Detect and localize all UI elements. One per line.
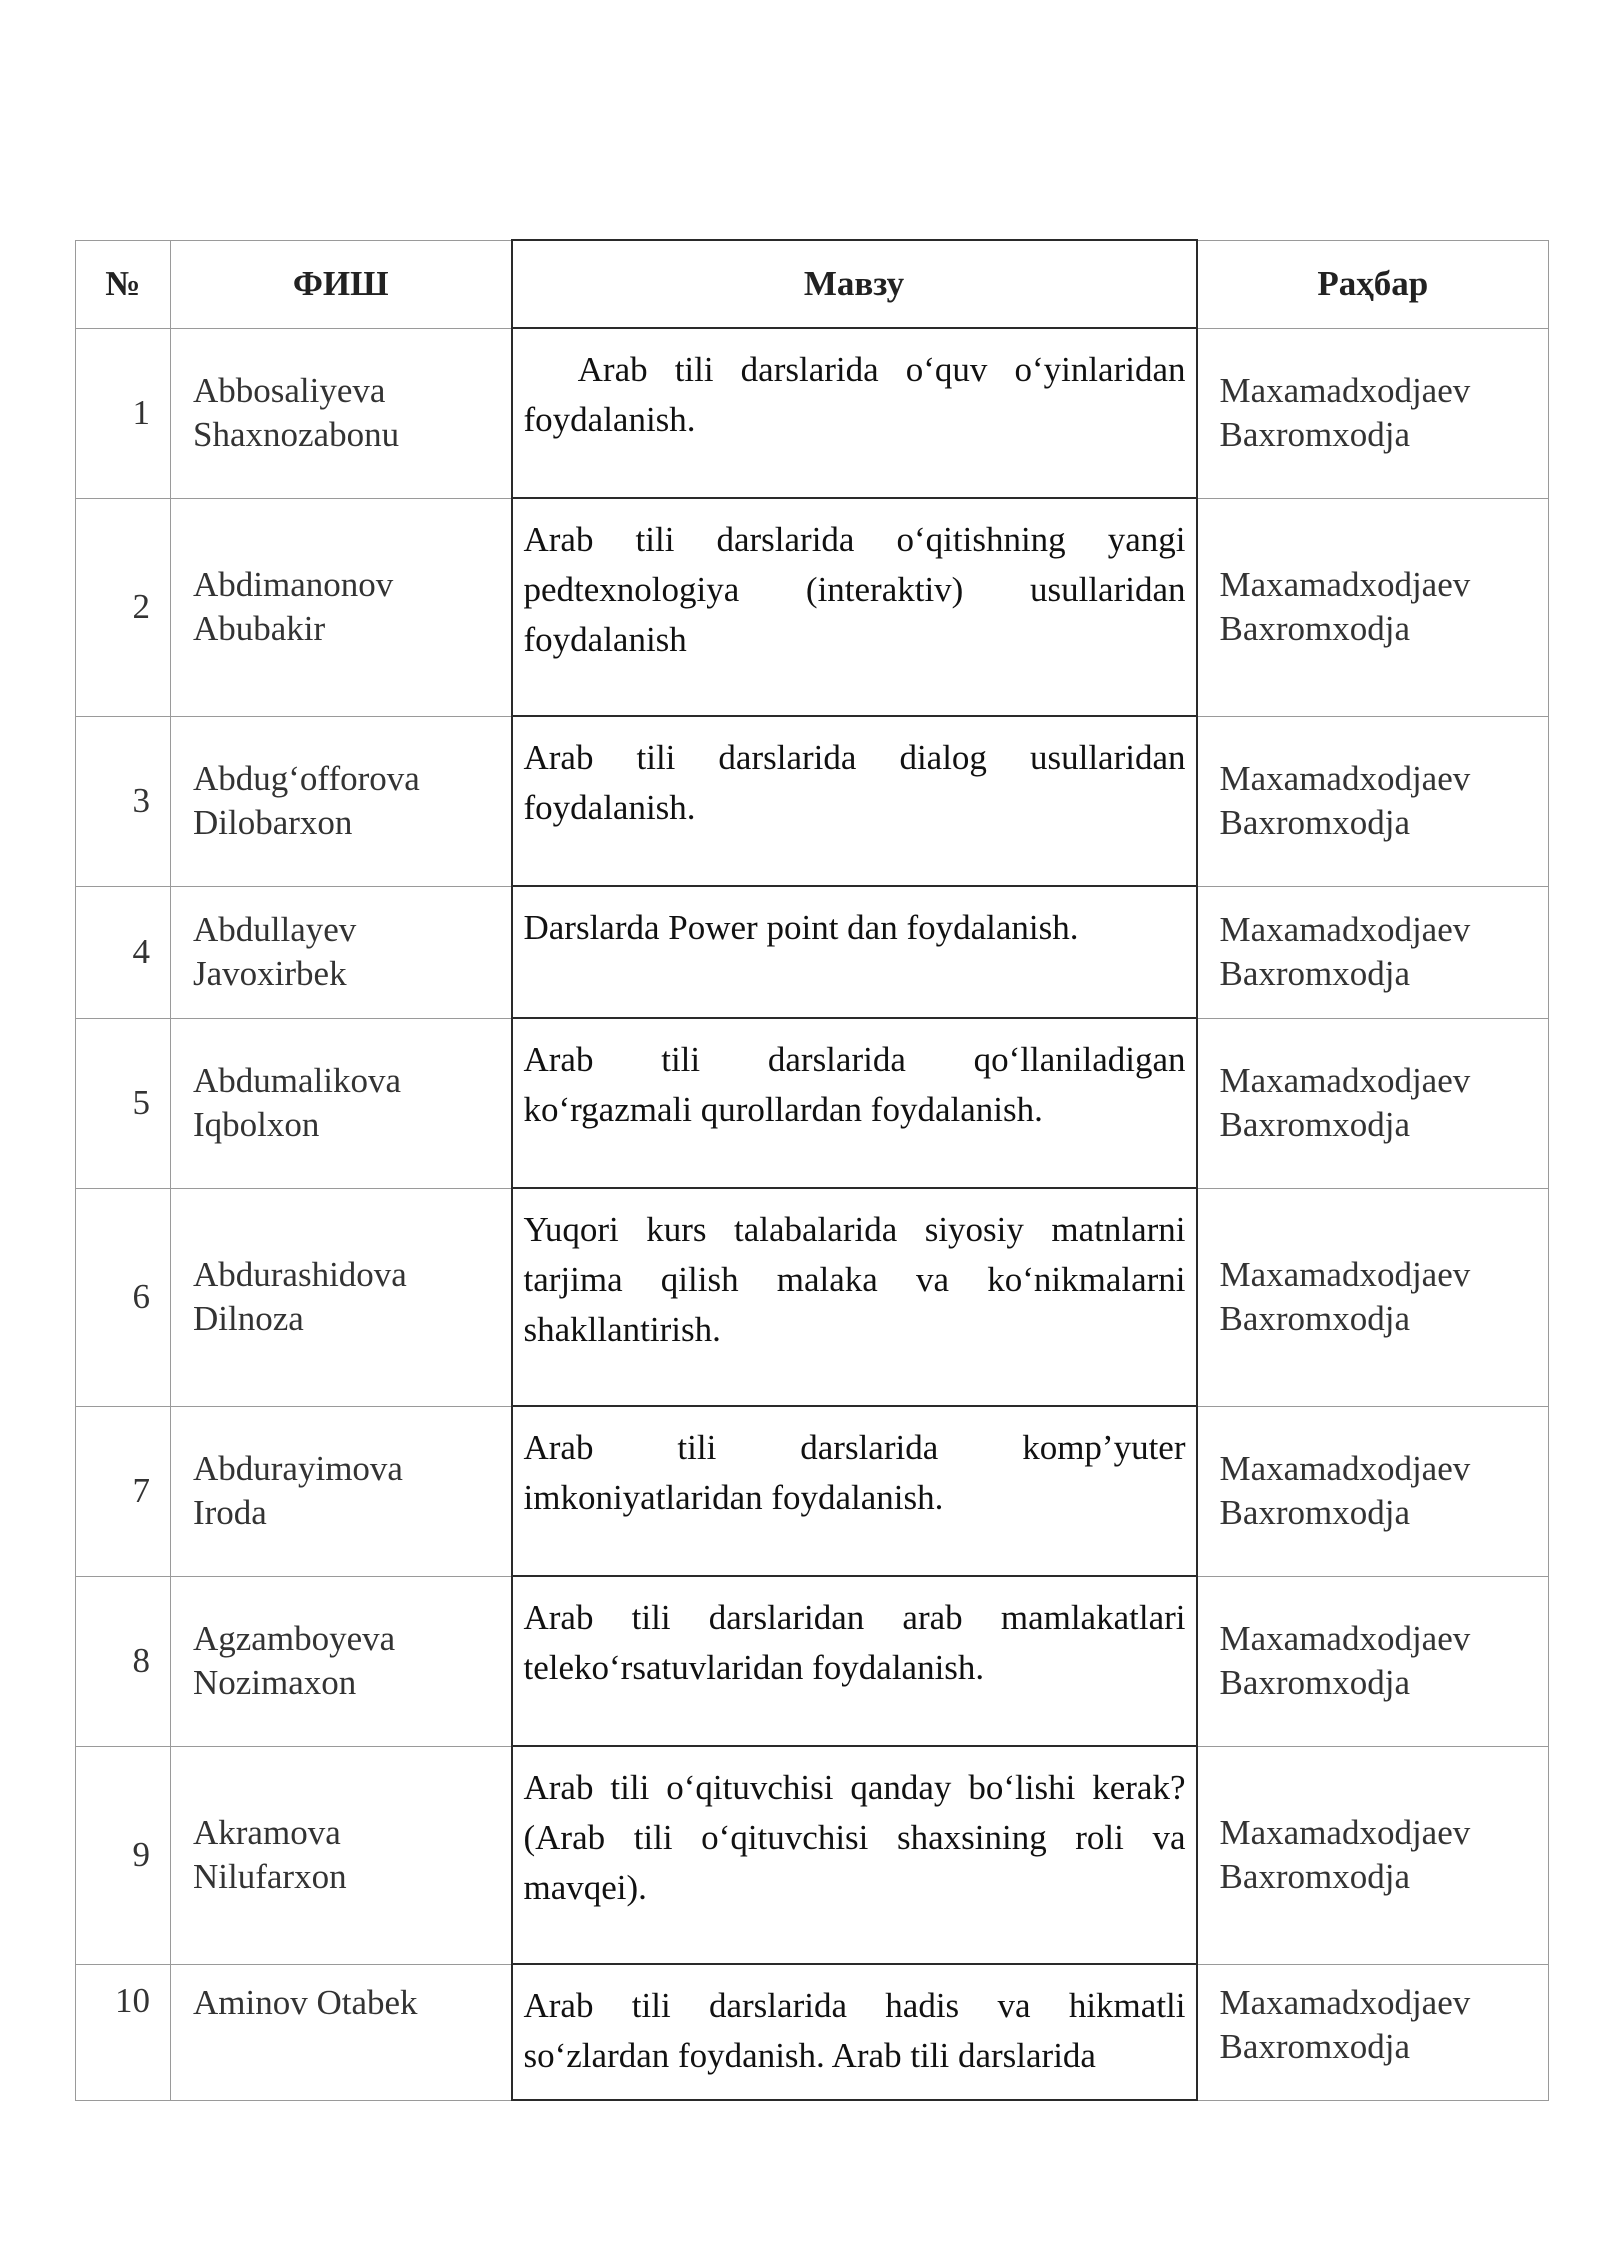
student-name-line: Dilnoza bbox=[193, 1299, 304, 1338]
table-row bbox=[76, 1188, 1549, 1406]
supervisor-name-line: Maxamadxodjaev bbox=[1219, 1061, 1471, 1100]
table-header-row bbox=[76, 240, 1549, 328]
row-number: 9 bbox=[76, 1746, 171, 1964]
student-name-line: Abubakir bbox=[193, 609, 326, 648]
topic-text: Arab tili o‘qituvchisi qanday bo‘lishi kerak? (Arab tili o‘qituvchisi shaxsining roli va mavqei). bbox=[512, 1746, 1197, 1964]
student-name-line: Abdumalikova bbox=[193, 1061, 402, 1100]
student-name-line: Dilobarxon bbox=[193, 803, 353, 842]
student-name bbox=[171, 498, 512, 716]
row-number: 6 bbox=[76, 1188, 171, 1406]
student-name bbox=[171, 1188, 512, 1406]
student-name-line: Abdurashidova bbox=[193, 1255, 407, 1294]
supervisor-name-line: Baxromxodja bbox=[1219, 1493, 1411, 1532]
table-body bbox=[76, 328, 1549, 2100]
student-name bbox=[171, 1406, 512, 1576]
student-name-line: Agzamboyeva bbox=[193, 1619, 396, 1658]
supervisor-name bbox=[1197, 1406, 1549, 1576]
supervisor-name-line: Maxamadxodjaev bbox=[1219, 1255, 1471, 1294]
supervisor-name-line: Baxromxodja bbox=[1219, 1105, 1411, 1144]
supervisor-name-line: Baxromxodja bbox=[1219, 954, 1411, 993]
student-name-line: Abdug‘offorova bbox=[193, 759, 420, 798]
topic-text: Arab tili darslarida o‘qitishning yangi pedtexnologiya (interaktiv) usullaridan foydalanish bbox=[512, 498, 1197, 716]
student-name-line: Aminov Otabek bbox=[193, 1982, 418, 2022]
table-row bbox=[76, 1576, 1549, 1746]
table-row bbox=[76, 886, 1549, 1018]
student-name-line: Abdurayimova bbox=[193, 1449, 403, 1488]
topic-text: Yuqori kurs talabalarida siyosiy matnlarni tarjima qilish malaka va ko‘nikmalarni shakllantirish. bbox=[512, 1188, 1197, 1406]
topic-text: Arab tili darslarida o‘quv o‘yinlaridan foydalanish. bbox=[512, 328, 1197, 498]
supervisor-name bbox=[1197, 1576, 1549, 1746]
student-name-line: Nozimaxon bbox=[193, 1663, 357, 1702]
table-row bbox=[76, 1746, 1549, 1964]
supervisor-name-line: Maxamadxodjaev bbox=[1219, 1449, 1471, 1488]
supervisor-name bbox=[1197, 1964, 1549, 2100]
row-number: 4 bbox=[76, 886, 171, 1018]
topic-text: Arab tili darslaridan arab mamlakatlari teleko‘rsatuvlaridan foydalanish. bbox=[512, 1576, 1197, 1746]
student-name-line: Abdimanonov bbox=[193, 565, 394, 604]
supervisor-name bbox=[1197, 1746, 1549, 1964]
student-name-line: Abbosaliyeva bbox=[193, 371, 386, 410]
supervisor-name-line: Maxamadxodjaev bbox=[1219, 371, 1471, 410]
table-row bbox=[76, 328, 1549, 498]
student-name bbox=[171, 886, 512, 1018]
supervisor-name bbox=[1197, 1188, 1549, 1406]
row-number: 8 bbox=[76, 1576, 171, 1746]
supervisor-name-line: Baxromxodja bbox=[1219, 415, 1411, 454]
topic-text: Arab tili darslarida komp’yuter imkoniyatlaridan foydalanish. bbox=[512, 1406, 1197, 1576]
topic-text: Arab tili darslarida dialog usullaridan foydalanish. bbox=[512, 716, 1197, 886]
supervisor-name bbox=[1197, 328, 1549, 498]
table-row bbox=[76, 1406, 1549, 1576]
row-number: 1 bbox=[76, 328, 171, 498]
table-row bbox=[76, 1964, 1549, 2100]
row-number: 7 bbox=[76, 1406, 171, 1576]
student-name-line: Nilufarxon bbox=[193, 1857, 347, 1896]
header-number: № bbox=[76, 240, 171, 328]
supervisor-name-line: Baxromxodja bbox=[1219, 803, 1411, 842]
table-row bbox=[76, 716, 1549, 886]
student-name-line: Abdullayev bbox=[193, 910, 357, 949]
supervisor-name-line: Maxamadxodjaev bbox=[1219, 910, 1471, 949]
student-name bbox=[171, 716, 512, 886]
student-name bbox=[171, 1964, 512, 2100]
topic-text: Darslarda Power point dan foydalanish. bbox=[512, 886, 1197, 1018]
supervisor-name-line: Baxromxodja bbox=[1219, 609, 1411, 648]
student-name bbox=[171, 328, 512, 498]
student-name bbox=[171, 1746, 512, 1964]
row-number: 5 bbox=[76, 1018, 171, 1188]
topic-text: Arab tili darslarida hadis va hikmatli so‘zlardan foydanish. Arab tili darslarida bbox=[512, 1964, 1197, 2100]
supervisor-name-line: Baxromxodja bbox=[1219, 1857, 1411, 1896]
supervisor-name bbox=[1197, 498, 1549, 716]
supervisor-name-line: Maxamadxodjaev bbox=[1219, 759, 1471, 798]
topic-text: Arab tili darslarida qo‘llaniladigan ko‘rgazmali qurollardan foydalanish. bbox=[512, 1018, 1197, 1188]
header-topic: Мавзу bbox=[512, 240, 1197, 328]
student-name-line: Akramova bbox=[193, 1813, 341, 1852]
table-row bbox=[76, 1018, 1549, 1188]
supervisor-name-line: Baxromxodja bbox=[1219, 1299, 1411, 1338]
supervisor-name-line: Maxamadxodjaev bbox=[1219, 1813, 1471, 1852]
row-number: 2 bbox=[76, 498, 171, 716]
student-name bbox=[171, 1018, 512, 1188]
student-name-line: Shaxnozabonu bbox=[193, 415, 400, 454]
student-name-line: Iroda bbox=[193, 1493, 267, 1532]
row-number: 10 bbox=[76, 1964, 171, 2100]
student-name bbox=[171, 1576, 512, 1746]
supervisor-name bbox=[1197, 1018, 1549, 1188]
row-number: 3 bbox=[76, 716, 171, 886]
topics-table bbox=[75, 239, 1549, 2101]
student-name-line: Iqbolxon bbox=[193, 1105, 320, 1144]
supervisor-name-line: Maxamadxodjaev bbox=[1219, 565, 1471, 604]
table-row bbox=[76, 498, 1549, 716]
supervisor-name bbox=[1197, 886, 1549, 1018]
header-full-name: ФИШ bbox=[171, 240, 512, 328]
supervisor-name-line: Maxamadxodjaev bbox=[1219, 1982, 1471, 2022]
supervisor-name-line: Maxamadxodjaev bbox=[1219, 1619, 1471, 1658]
supervisor-name-line: Baxromxodja bbox=[1219, 1663, 1411, 1702]
supervisor-name bbox=[1197, 716, 1549, 886]
student-name-line: Javoxirbek bbox=[193, 954, 347, 993]
header-supervisor: Раҳбар bbox=[1197, 240, 1549, 328]
supervisor-name-line: Baxromxodja bbox=[1219, 2026, 1411, 2066]
